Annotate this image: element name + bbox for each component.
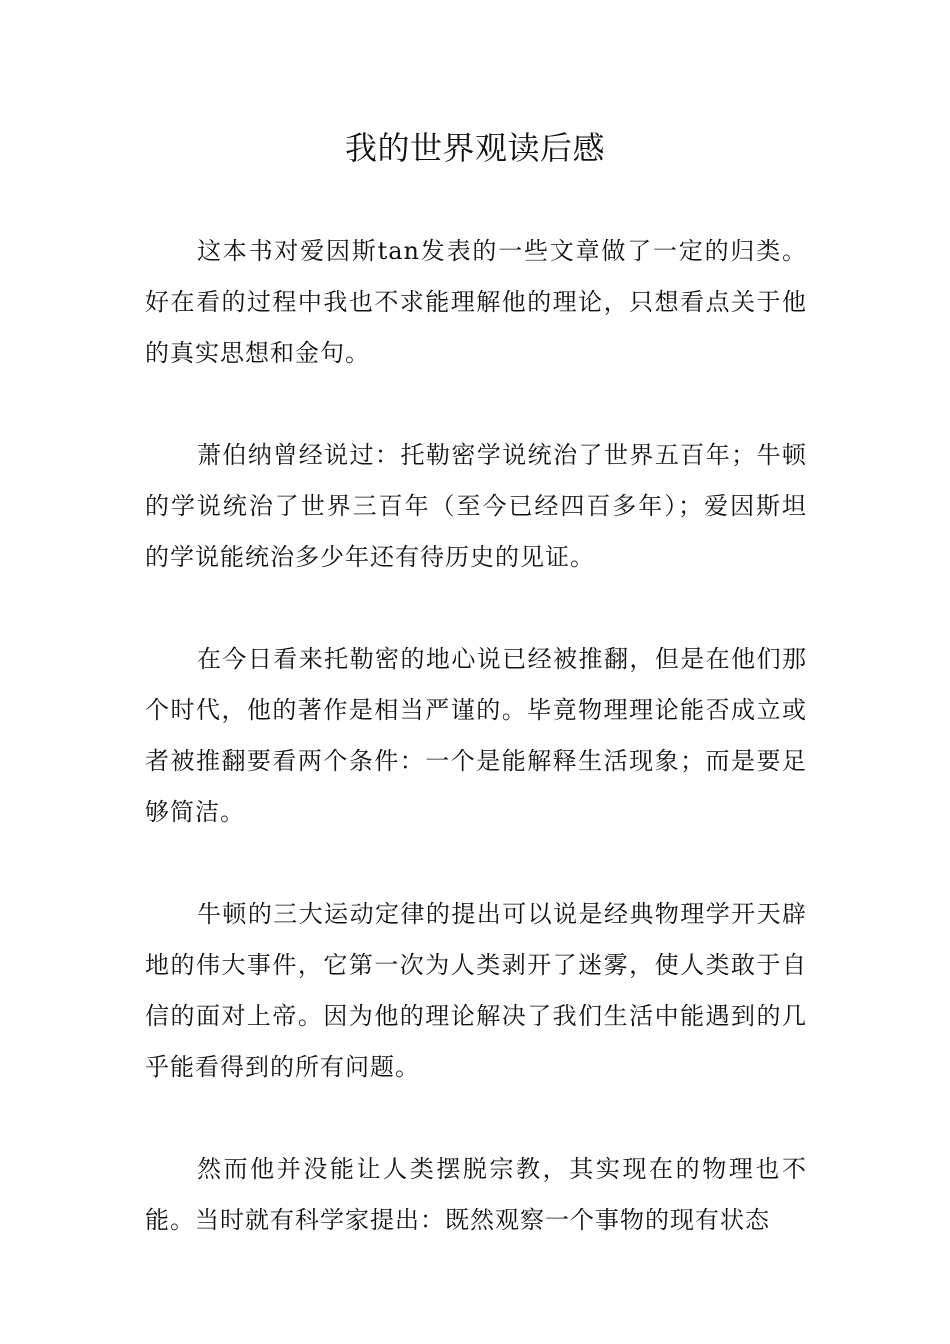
document-title: 我的世界观读后感 <box>344 129 605 167</box>
paragraph-3: 在今日看来托勒密的地心说已经被推翻，但是在他们那个时代，他的著作是相当严谨的。毕竟物理理论能否成立或者被推翻要看两个条件：一个是能解释生活现象；而是要足够简洁。 <box>145 645 807 826</box>
document-body <box>145 226 807 1246</box>
paragraph-4: 牛顿的三大运动定律的提出可以说是经典物理学开天辟地的伟大事件，它第一次为人类剥开了迷雾，使人类敢于自信的面对上帝。因为他的理论解决了我们生活中能遇到的几乎能看得到的所有问题。 <box>145 900 807 1081</box>
paragraph-2: 萧伯纳曾经说过：托勒密学说统治了世界五百年；牛顿的学说统治了世界三百年（至今已经四百多年）；爱因斯坦的学说能统治多少年还有待历史的见证。 <box>145 441 807 571</box>
paragraph-5: 然而他并没能让人类摆脱宗教，其实现在的物理也不能。当时就有科学家提出：既然观察一个事物的现有状态 <box>145 1155 807 1234</box>
paragraph-1: 这本书对爱因斯tan发表的一些文章做了一定的归类。好在看的过程中我也不求能理解他的理论，只想看点关于他的真实思想和金句。 <box>145 237 807 367</box>
